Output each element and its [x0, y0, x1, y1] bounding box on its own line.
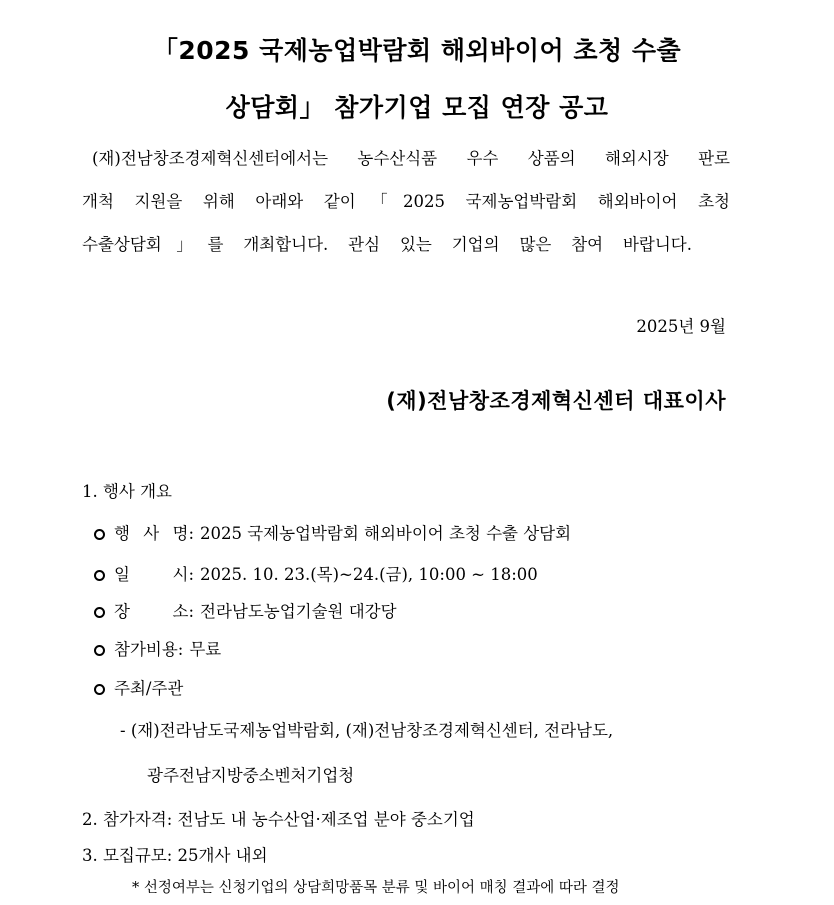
hollow-circle-bullet-icon — [94, 570, 105, 581]
hollow-circle-bullet-icon — [94, 607, 105, 618]
event-fee-label: 참가비용: — [114, 640, 184, 659]
event-venue-item — [94, 598, 397, 622]
event-host-label: 주최/주관 — [114, 679, 184, 698]
hollow-circle-bullet-icon — [94, 645, 105, 656]
title-line-2: 상담회」 참가기업 모집 연장 공고 — [225, 93, 609, 122]
event-date-label: 일 시: — [114, 565, 194, 584]
event-fee-item — [94, 636, 221, 660]
section-3-recruitment-size: 3. 모집규모: 25개사 내외 — [82, 846, 268, 865]
event-name-label: 행 사 명: — [114, 524, 194, 543]
title-line-1: 「2025 국제농업박람회 해외바이어 초청 수출 — [152, 36, 682, 65]
organizers-line-1: - (재)전라남도국제농업박람회, (재)전남창조경제혁신센터, 전라남도, — [120, 721, 614, 740]
hollow-circle-bullet-icon — [94, 684, 105, 695]
intro-line-3: 수출상담회」를 개최합니다. 관심 있는 기업의 많은 참여 바랍니다. — [82, 235, 692, 254]
section-1-heading: 1. 행사 개요 — [82, 482, 172, 501]
event-date-value: 2025. 10. 23.(목)~24.(금), 10:00 ~ 18:00 — [200, 565, 538, 584]
signer-name: (재)전남창조경제혁신센터 대표이사 — [386, 389, 726, 413]
organizers-line-2: 광주전남지방중소벤처기업청 — [147, 766, 355, 785]
event-fee-value: 무료 — [189, 640, 222, 659]
event-venue-value: 전라남도농업기술원 대강당 — [200, 602, 397, 621]
event-host-item — [94, 675, 183, 699]
hollow-circle-bullet-icon — [94, 529, 105, 540]
event-venue-label: 장 소: — [114, 602, 194, 621]
intro-line-1: (재)전남창조경제혁신센터에서는 농수산식품 우수 상품의 해외시장 판로 — [92, 149, 730, 168]
event-date-item — [94, 561, 538, 585]
announcement-date: 2025년 9월 — [636, 317, 726, 336]
event-name-item — [94, 520, 571, 544]
section-2-eligibility: 2. 참가자격: 전남도 내 농수산업·제조업 분야 중소기업 — [82, 810, 475, 829]
selection-note: * 선정여부는 신청기업의 상담희망품목 분류 및 바이어 매칭 결과에 따라 결정 — [132, 880, 620, 896]
event-name-value: 2025 국제농업박람회 해외바이어 초청 수출 상담회 — [200, 524, 572, 543]
intro-line-2: 개척 지원을 위해 아래와 같이「2025 국제농업박람회 해외바이어 초청 — [82, 192, 730, 211]
